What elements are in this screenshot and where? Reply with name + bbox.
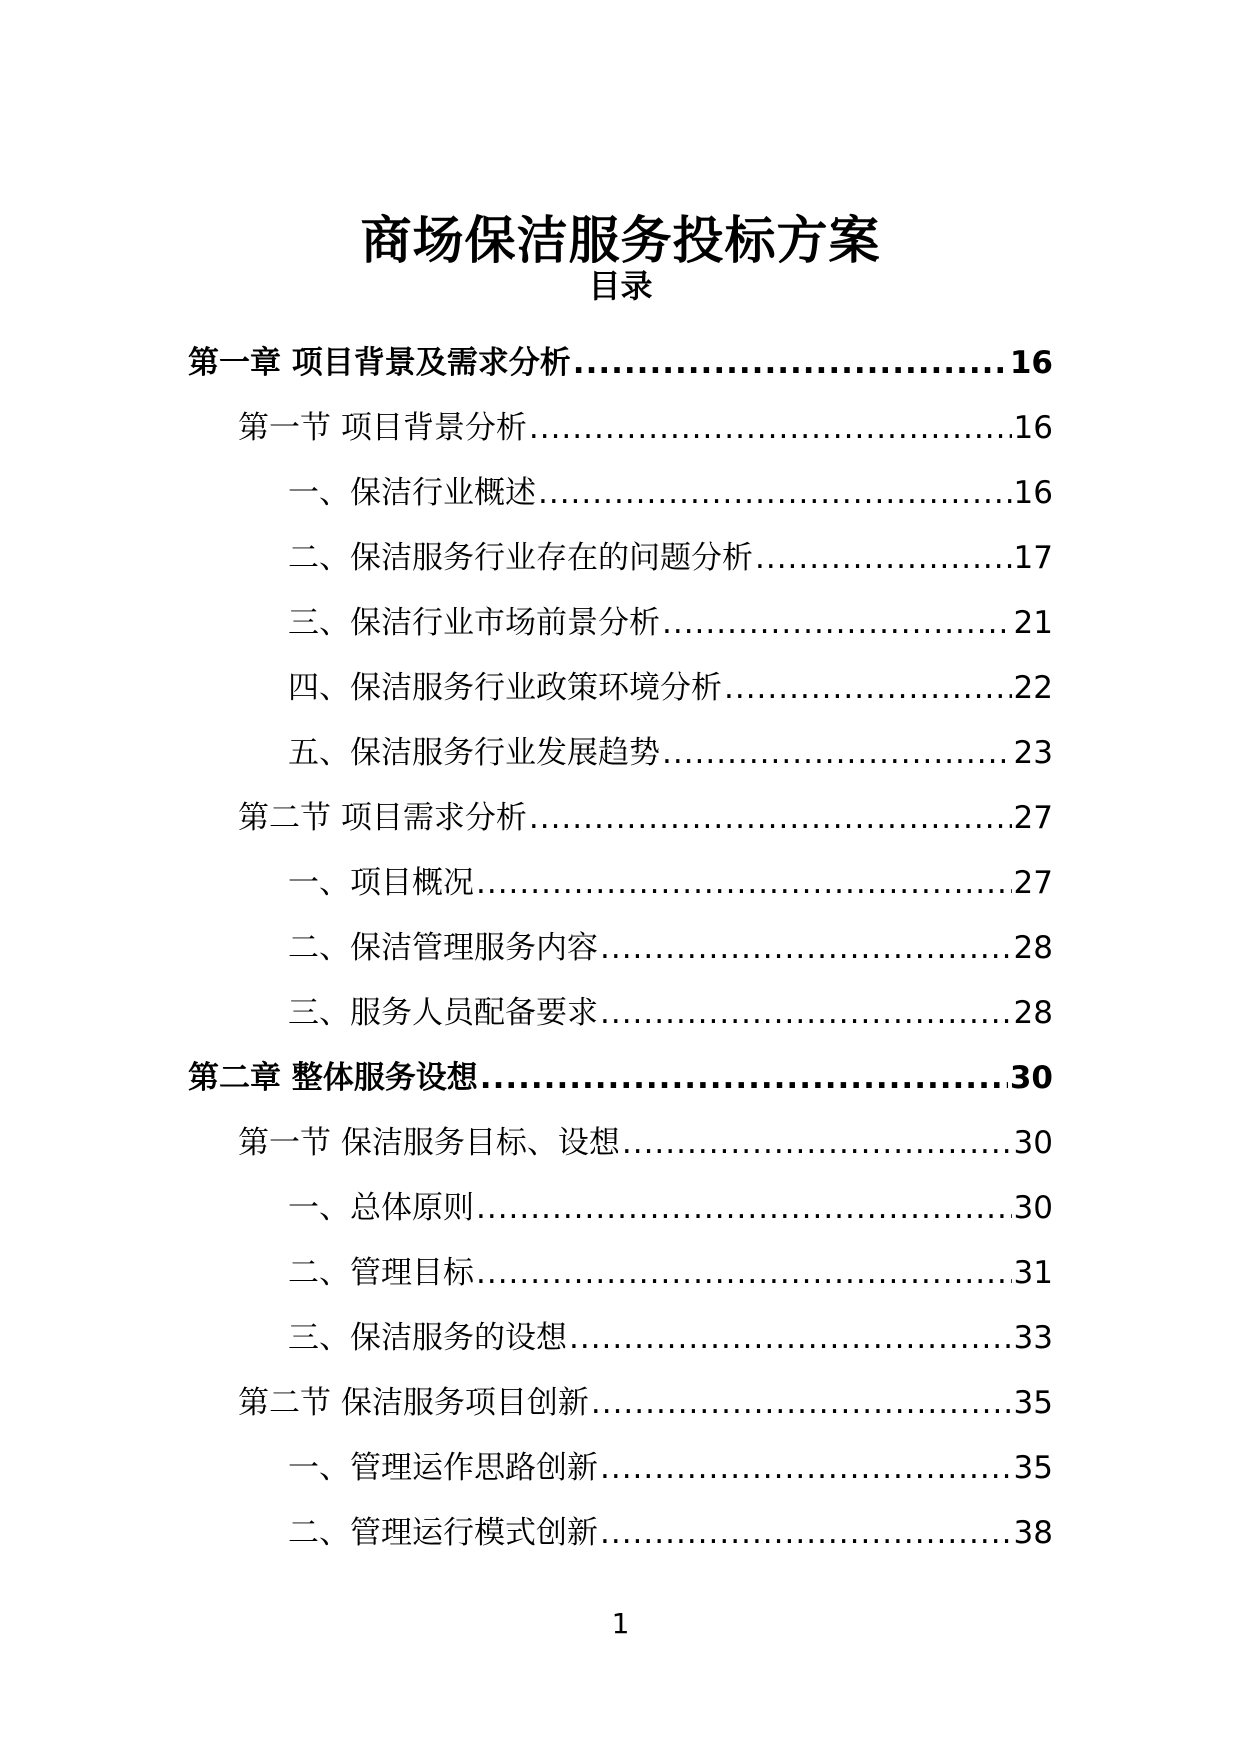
toc-entry-title: 二、管理目标: [288, 1254, 474, 1291]
toc-page-number: 23: [1013, 734, 1053, 771]
toc-entry-title: 三、保洁服务的设想: [288, 1319, 567, 1356]
toc-entry-title: 三、服务人员配备要求: [288, 994, 598, 1031]
toc-entry-title: 二、管理运行模式创新: [288, 1514, 598, 1551]
toc-entry-section[interactable]: [0, 785, 1241, 850]
toc-dot-leader: [662, 603, 1012, 643]
toc-entry-title: 一、总体原则: [288, 1189, 474, 1226]
toc-entry-subsection[interactable]: [0, 915, 1241, 980]
toc-entry-section[interactable]: [0, 1110, 1241, 1175]
toc-entry-subsection[interactable]: [0, 1175, 1241, 1240]
toc-entry-title: 第一节 项目背景分析: [238, 409, 527, 446]
toc-dot-leader: [600, 993, 1012, 1033]
toc-entry-subsection[interactable]: [0, 1500, 1241, 1565]
toc-entry-subsection[interactable]: [0, 1240, 1241, 1305]
toc-entry-subsection[interactable]: [0, 1305, 1241, 1370]
toc-dot-leader: [538, 473, 1012, 513]
toc-dot-leader: [569, 1318, 1012, 1358]
toc-page-number: 30: [1009, 1059, 1053, 1096]
toc-entry-subsection[interactable]: [0, 525, 1241, 590]
toc-dot-leader: [755, 538, 1012, 578]
toc-entry-title: 一、项目概况: [288, 864, 474, 901]
toc-entry-title: 二、保洁服务行业存在的问题分析: [288, 539, 753, 576]
toc-entry-subsection[interactable]: [0, 590, 1241, 655]
toc-dot-leader: [591, 1383, 1012, 1423]
toc-dot-leader: [622, 1123, 1012, 1163]
toc-page-number: 30: [1013, 1124, 1053, 1161]
toc-page-number: 17: [1013, 539, 1053, 576]
toc-entry-section[interactable]: [0, 1370, 1241, 1435]
document-title: 商场保洁服务投标方案: [360, 212, 881, 272]
toc-entry-subsection[interactable]: [0, 1435, 1241, 1500]
toc-page-number: 21: [1013, 604, 1053, 641]
toc-entry-title: 第二节 项目需求分析: [238, 799, 527, 836]
toc-page-number: 31: [1013, 1254, 1053, 1291]
toc-entry-subsection[interactable]: [0, 850, 1241, 915]
toc-page-number: 22: [1013, 669, 1053, 706]
toc-page-number: 27: [1013, 799, 1053, 836]
toc-dot-leader: [600, 928, 1012, 968]
toc-entry-title: 一、管理运作思路创新: [288, 1449, 598, 1486]
toc-page-number: 30: [1013, 1189, 1053, 1226]
toc-entry-title: 三、保洁行业市场前景分析: [288, 604, 660, 641]
toc-entry-section[interactable]: [0, 395, 1241, 460]
toc-page-number: 16: [1009, 344, 1053, 381]
table-of-contents: [0, 330, 1241, 1565]
toc-page-number: 27: [1013, 864, 1053, 901]
toc-page-number: 33: [1013, 1319, 1053, 1356]
toc-page-number: 38: [1013, 1514, 1053, 1551]
toc-entry-subsection[interactable]: [0, 655, 1241, 720]
toc-entry-title: 第二节 保洁服务项目创新: [238, 1384, 589, 1421]
toc-entry-title: 第一节 保洁服务目标、设想: [238, 1124, 620, 1161]
toc-entry-chapter[interactable]: [0, 1045, 1241, 1110]
toc-page-number: 35: [1013, 1449, 1053, 1486]
toc-dot-leader: [724, 668, 1012, 708]
toc-dot-leader: [573, 343, 1008, 383]
toc-entry-title: 一、保洁行业概述: [288, 474, 536, 511]
toc-page-number: 28: [1013, 929, 1053, 966]
toc-dot-leader: [529, 798, 1012, 838]
toc-heading: 目录: [588, 267, 653, 305]
toc-page-number: 16: [1013, 409, 1053, 446]
toc-dot-leader: [600, 1513, 1012, 1553]
toc-entry-subsection[interactable]: [0, 720, 1241, 785]
toc-dot-leader: [480, 1058, 1008, 1098]
toc-page-number: 16: [1013, 474, 1053, 511]
page-number: 1: [611, 1607, 630, 1640]
toc-entry-title: 四、保洁服务行业政策环境分析: [288, 669, 722, 706]
toc-entry-title: 第一章 项目背景及需求分析: [188, 344, 571, 381]
toc-dot-leader: [476, 1188, 1012, 1228]
toc-entry-subsection[interactable]: [0, 460, 1241, 525]
toc-entry-title: 五、保洁服务行业发展趋势: [288, 734, 660, 771]
toc-entry-subsection[interactable]: [0, 980, 1241, 1045]
toc-dot-leader: [476, 863, 1012, 903]
toc-page-number: 28: [1013, 994, 1053, 1031]
toc-dot-leader: [662, 733, 1012, 773]
toc-page-number: 35: [1013, 1384, 1053, 1421]
toc-entry-title: 第二章 整体服务设想: [188, 1059, 478, 1096]
toc-dot-leader: [476, 1253, 1012, 1293]
toc-dot-leader: [529, 408, 1012, 448]
toc-dot-leader: [600, 1448, 1012, 1488]
toc-entry-title: 二、保洁管理服务内容: [288, 929, 598, 966]
toc-entry-chapter[interactable]: [0, 330, 1241, 395]
